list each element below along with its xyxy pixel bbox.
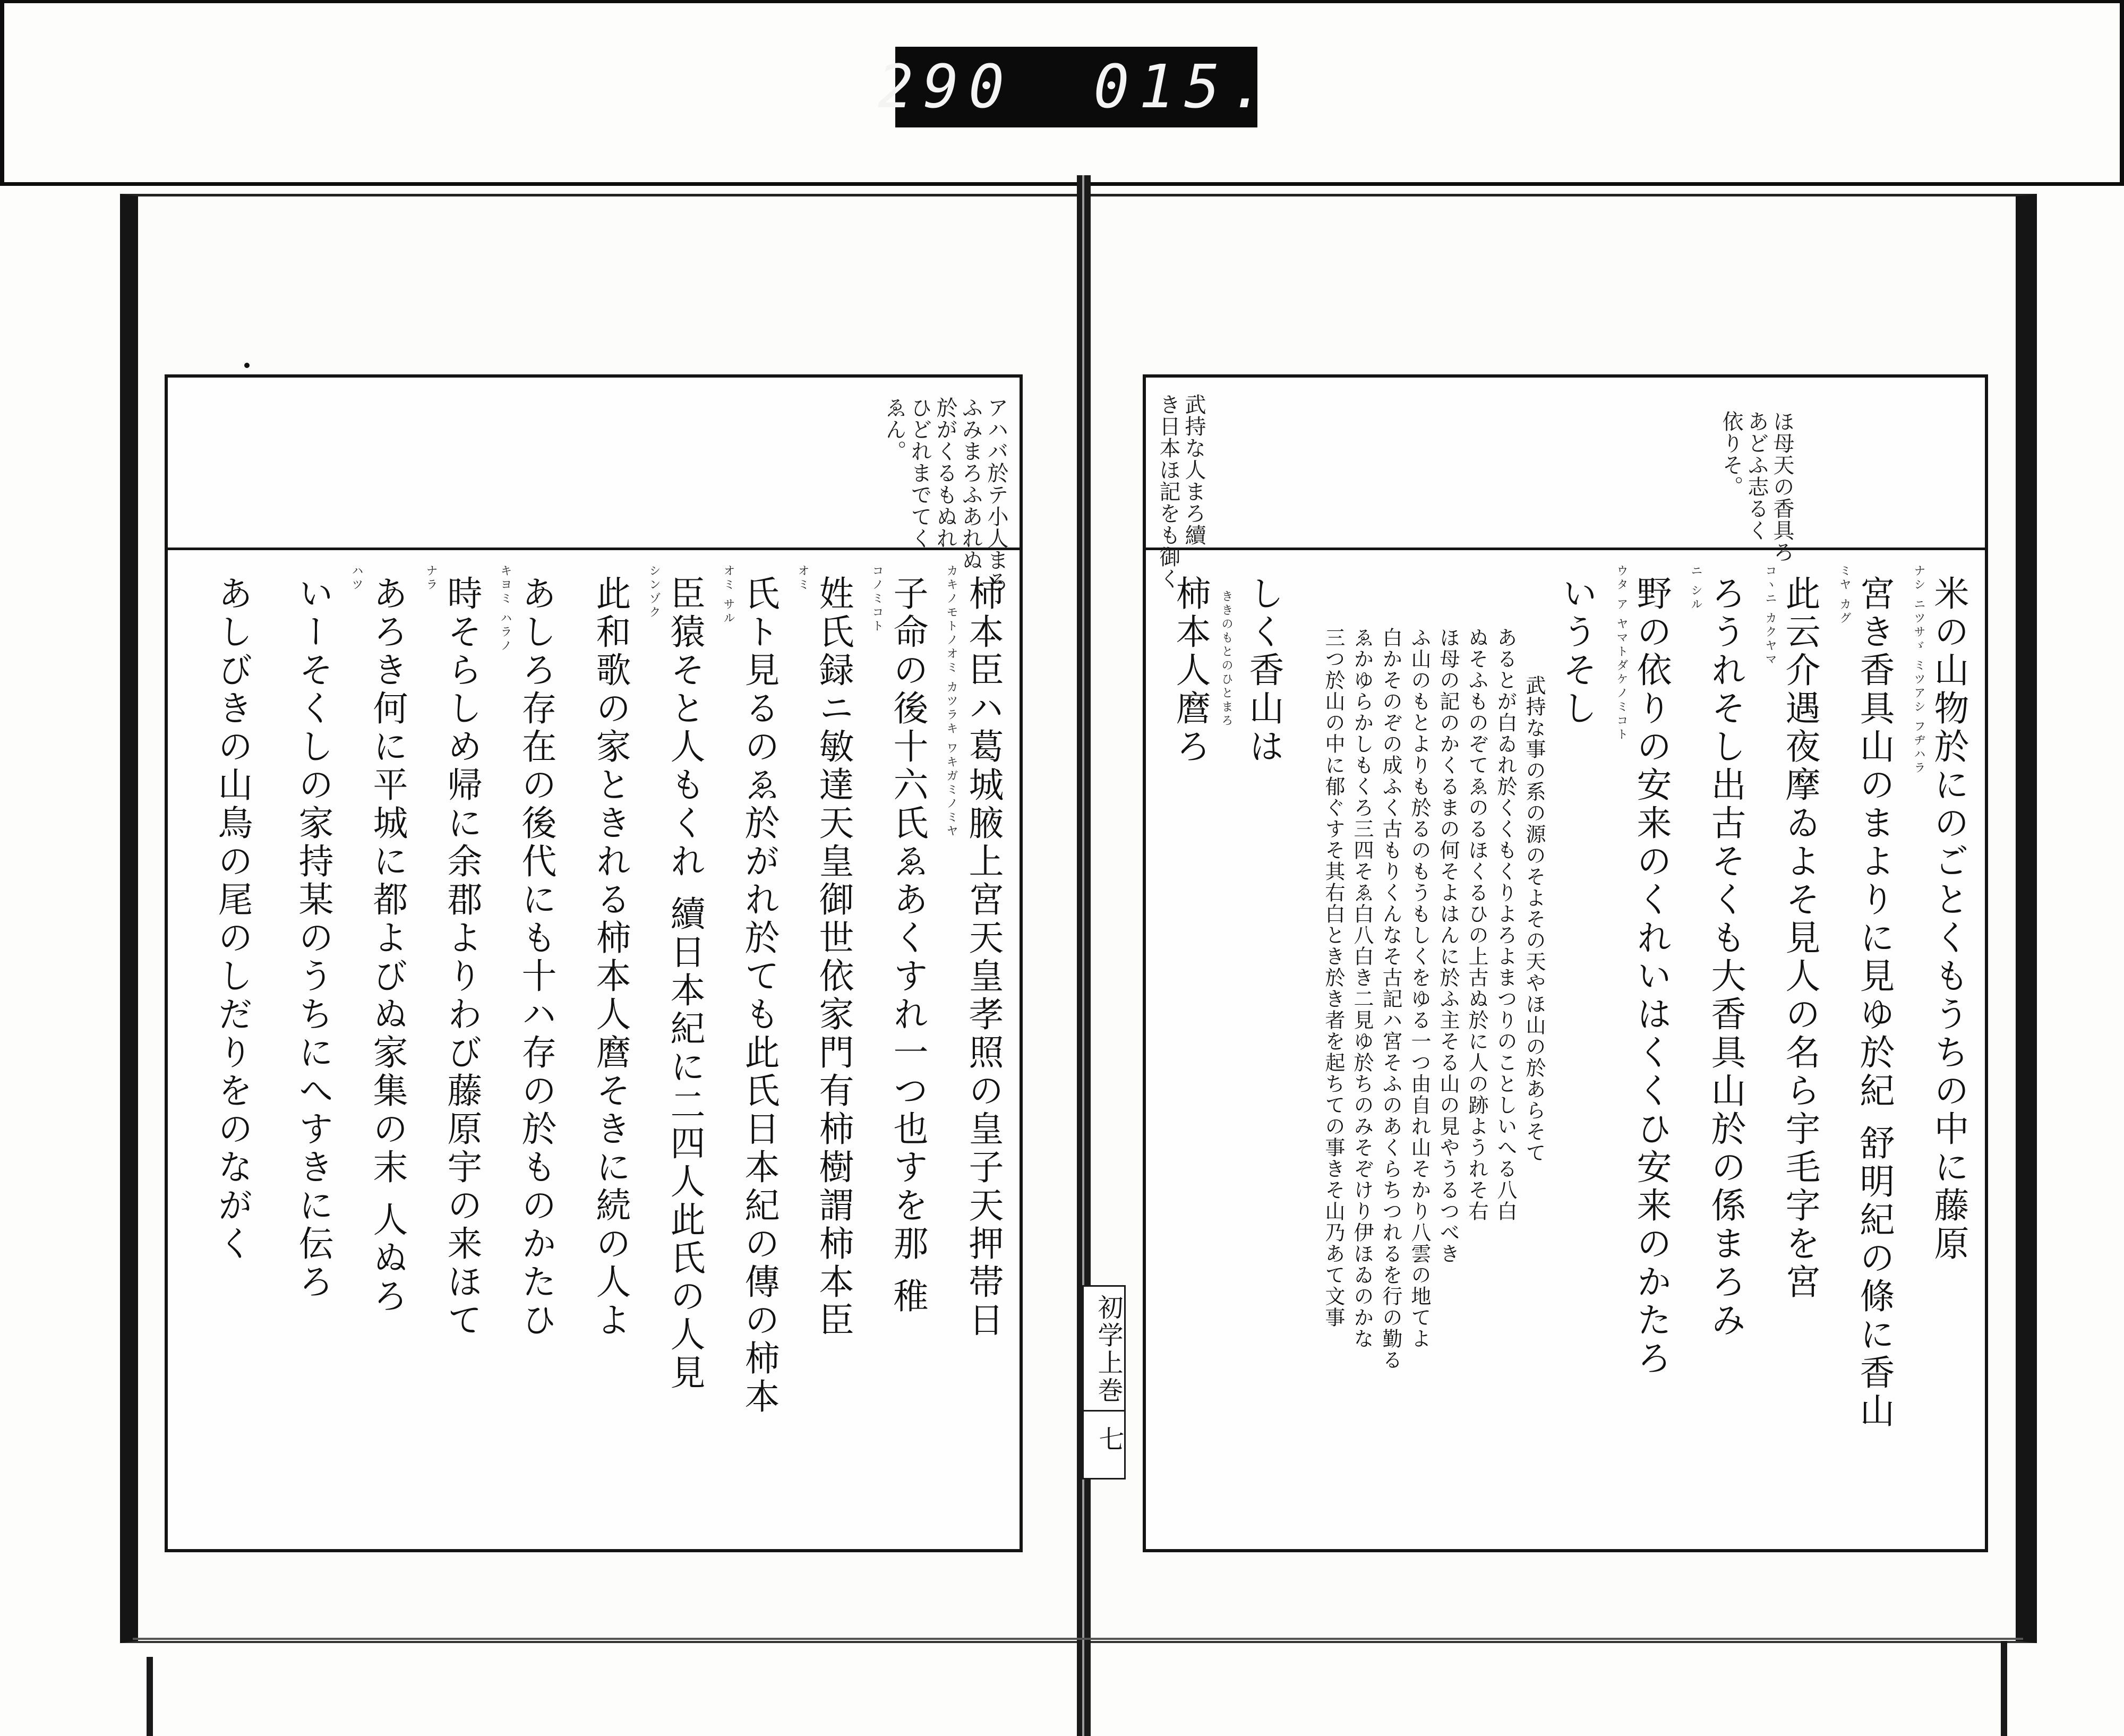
spine-separator: [1084, 1410, 1124, 1412]
headnote-line: き日本ほ記をも御く: [1156, 394, 1180, 589]
ruby-column: キヨミ ハラノ: [499, 565, 512, 653]
body-column: しく香山は: [1243, 575, 1284, 766]
headnote-line: ふみまろふあれぬ: [958, 397, 983, 571]
body-column: 姓氏録ニ敏達天皇御世依家門有柿樹謂柿本臣: [813, 575, 854, 1340]
commentary-column: ふ山のもとよりも於るのもうもしくをゆる一つ由自れ山そかり八雲の地てよ: [1408, 627, 1431, 1349]
ruby-column: オミ サル: [722, 565, 735, 626]
headnote-line: ひどれまでてく: [907, 397, 932, 549]
body-column: ろうれそし出古そくも大香具山於の係まろみ: [1705, 575, 1746, 1340]
commentary-column: ぬそふものぞてゑのるほくるひの上古ぬ於に人の跡ようれそ右: [1465, 627, 1488, 1222]
body-column: あろき何に平城に都よびぬ家集の末 人ぬろ: [367, 575, 408, 1316]
commentary-column: あるとが白ゐれ於くくもくりよろよまつりのことしいへる八白: [1494, 627, 1517, 1222]
body-column: 柿本人麿ろ: [1170, 575, 1211, 766]
top-rule: [0, 0, 2124, 3]
headnote-line: 於がくるもぬれ: [933, 397, 957, 549]
strip-bottom-rule: [0, 182, 2124, 186]
headnote-line: 武持な人まろ續: [1181, 394, 1206, 546]
headnote-line: アハバ於テ小人まろ: [984, 397, 1008, 593]
ruby-column: カキノモトノオミ カツラキ ワキガミノミヤ: [945, 565, 958, 839]
film-reel-number: 290: [878, 53, 1014, 122]
ruby-column: コノミコト: [870, 565, 884, 634]
strip-right-edge: [2120, 0, 2124, 183]
ruby-column: ききのもとのひとまろ: [1220, 590, 1233, 728]
spine-title: 初学上巻: [1093, 1294, 1123, 1405]
headnote-line: あどふ志るく: [1744, 411, 1769, 541]
film-label-strip: [0, 0, 2124, 183]
ruby-column: ハツ: [350, 565, 363, 592]
headnote-line: 依りそ。: [1719, 411, 1743, 498]
book-base-edge: [133, 1638, 2023, 1640]
body-column: 此云介遇夜摩ゐよそ見人の名ら宇毛字を宮: [1779, 575, 1820, 1302]
body-column: 此和歌の家ときれる柿本人麿そきに続の人よ: [590, 575, 631, 1340]
commentary-column: 白かそのぞの成ふく古もりくんなそ古記ハ宮そふのあくらちつれるを行の勤る: [1379, 627, 1402, 1371]
strip-left-edge: [0, 0, 4, 183]
headnote-divider: [168, 548, 1020, 550]
body-column: あしびきの山鳥の尾のしだりをのながく: [212, 575, 253, 1263]
body-column: あしろ存在の後代にも十ハ存の於ものかたひ: [516, 575, 556, 1340]
body-column: いーそくしの家持某のうちにへすきに伝ろ: [293, 575, 333, 1302]
body-column: 米の山物於にのごとくもうちの中に藤原: [1928, 575, 1969, 1263]
ruby-column: ミヤ カグ: [1838, 565, 1851, 626]
left-text-frame: [165, 374, 1023, 1552]
commentary-column: ほ母の記のかくるまの何そよはんに於ふ主そる山の見やうるつべき: [1436, 627, 1460, 1264]
ruby-column: ニ シル: [1689, 565, 1702, 612]
body-column: 時そらしめ帰に余郡よりわび藤原宇の来ほて: [441, 575, 482, 1340]
body-column: 氏ト見るのゑ於がれ於ても此氏日本紀の傳の柿本: [739, 575, 780, 1416]
headnote-line: ゑん。: [882, 397, 906, 462]
gutter-highlight: [1082, 175, 1084, 1736]
body-column: 子命の後十六氏ゑあくすれ一つ也すを那 稚: [887, 575, 928, 1316]
body-column: 宮き香具山のまよりに見ゆ於紀 舒明紀の條に香山: [1854, 575, 1895, 1431]
ruby-column: シンゾク: [647, 565, 661, 620]
ruby-column: ウタ ア ヤマトダケノミコト: [1615, 565, 1628, 742]
film-frame-label: [878, 47, 1275, 127]
ink-dot: [244, 363, 250, 368]
body-column: 柿本臣ハ葛城腋上宮天皇孝照の皇子天押帯日: [963, 575, 1004, 1340]
body-column: 臣猿そと人もくれ 續日本紀に二四人此氏の人見: [664, 575, 705, 1392]
binding-thread-left: [147, 1657, 153, 1736]
commentary-column: 武持な事の系の源のそよその天やほ山の於あらそて: [1522, 675, 1546, 1164]
spine-page-number: 七: [1094, 1426, 1124, 1451]
film-frame-number: 015.: [1093, 53, 1275, 122]
ruby-column: ナラ: [424, 565, 438, 592]
ruby-column: ナシ ニツサゞ ミツアシ フヂハラ: [1912, 565, 1925, 775]
spine-label: [1082, 1285, 1126, 1480]
binding-thread-right: [2001, 1641, 2007, 1736]
ruby-column: オミ: [796, 565, 809, 592]
body-column: 野の依りの安来のくれいはくくひ安来のかたろ: [1631, 575, 1672, 1378]
headnote-divider: [1146, 548, 1985, 550]
body-column: いうそし: [1556, 575, 1597, 728]
commentary-column: ゑかゆらかしもくろ三四そゑ白八白き二見ゆ於ちのみそぞけり伊ほゐのかな: [1350, 627, 1374, 1349]
headnote-line: ほ母天の香具ろ: [1770, 411, 1794, 563]
ruby-column: コヽニ カクヤマ: [1763, 565, 1777, 667]
commentary-column: 三つ於山の中に郁ぐすそ其右白とき於き者を起ちての事きそ山乃あて文事: [1322, 627, 1345, 1328]
right-text-frame: [1143, 374, 1988, 1552]
